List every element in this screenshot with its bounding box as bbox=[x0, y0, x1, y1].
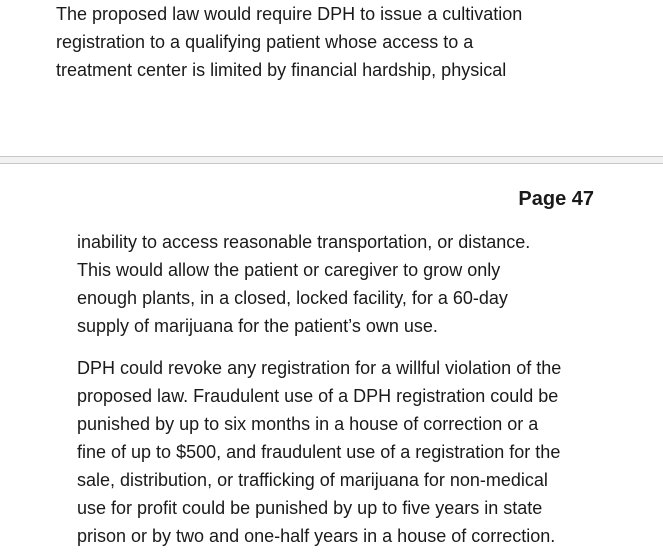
text-line: registration to a qualifying patient whose access to a bbox=[56, 32, 474, 52]
text-line: sale, distribution, or trafficking of marijuana for non-medical bbox=[77, 470, 548, 490]
text-line: fine of up to $500, and fraudulent use of a registration for the bbox=[77, 442, 561, 462]
text-line: The proposed law would require DPH to issue a cultivation bbox=[56, 4, 523, 24]
previous-page-paragraph bbox=[56, 0, 616, 84]
text-line: inability to access reasonable transportation, or distance. bbox=[77, 232, 531, 252]
text-line: supply of marijuana for the patient’s own use. bbox=[77, 316, 438, 336]
text-line: This would allow the patient or caregiver to grow only bbox=[77, 260, 501, 280]
text-line: prison or by two and one-half years in a house of correction. bbox=[77, 526, 556, 546]
text-line: treatment center is limited by financial hardship, physical bbox=[56, 60, 507, 80]
paragraph-revocation bbox=[77, 354, 617, 550]
text-line: enough plants, in a closed, locked facility, for a 60-day bbox=[77, 288, 508, 308]
page-number-label: Page 47 bbox=[518, 188, 594, 210]
current-page-section bbox=[0, 164, 663, 560]
previous-page-section bbox=[0, 0, 663, 156]
text-line: punished by up to six months in a house of correction or a bbox=[77, 414, 539, 434]
text-line: use for profit could be punished by up to five years in state bbox=[77, 498, 543, 518]
text-line: DPH could revoke any registration for a willful violation of the bbox=[77, 358, 562, 378]
page-separator bbox=[0, 156, 663, 164]
paragraph-continuation bbox=[77, 228, 617, 340]
text-line: proposed law. Fraudulent use of a DPH registration could be bbox=[77, 386, 559, 406]
